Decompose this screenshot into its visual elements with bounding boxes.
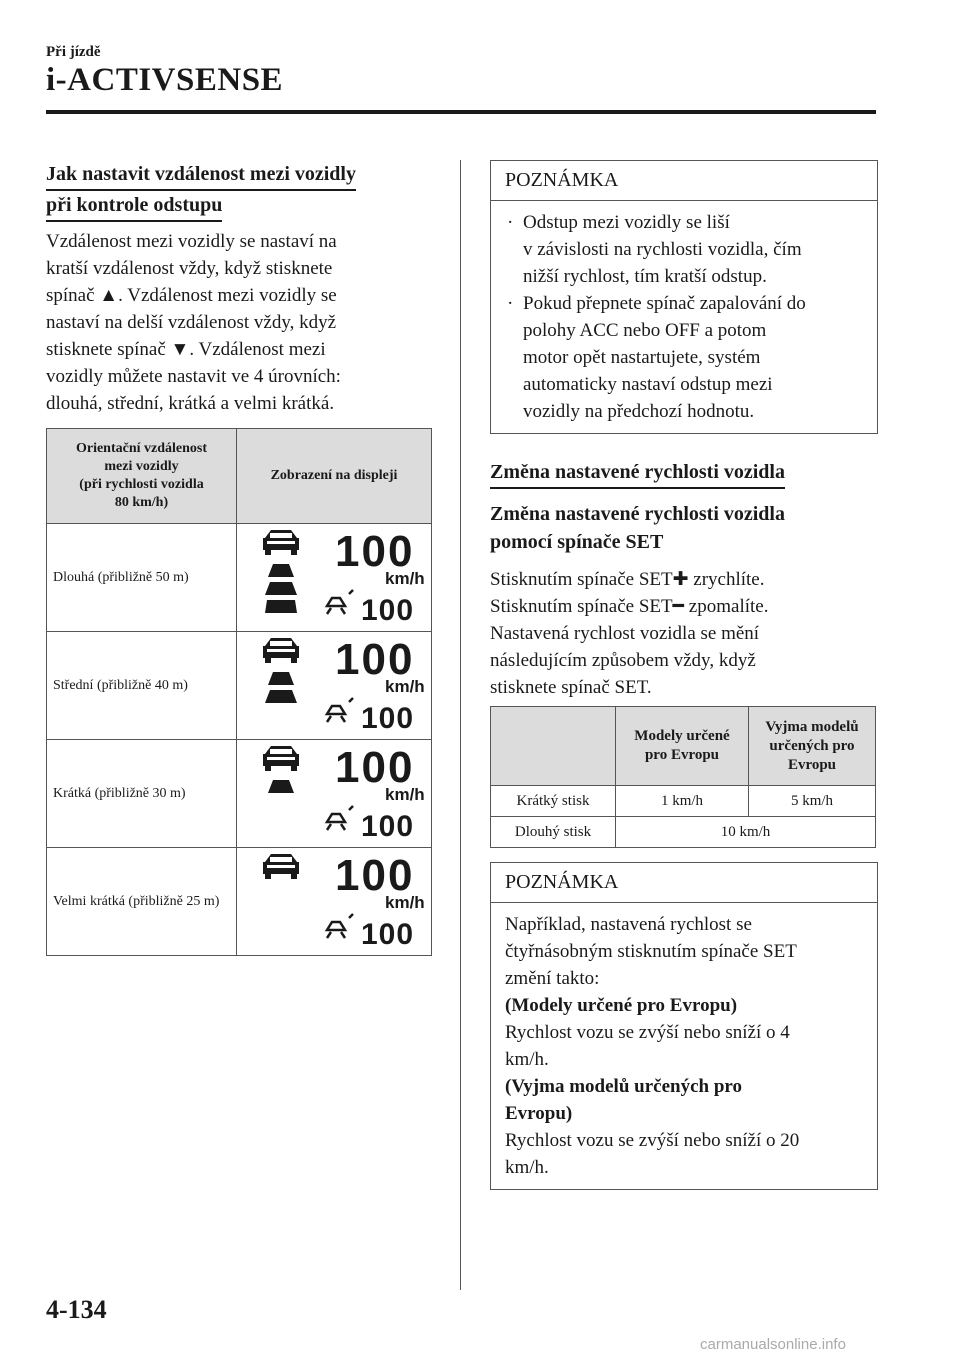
- distance-heading-line1: Jak nastavit vzdálenost mezi vozidly: [46, 160, 356, 191]
- car-wheel: [291, 550, 297, 555]
- car-window: [270, 641, 292, 646]
- page-number: 4-134: [46, 1295, 107, 1324]
- note-title: POZNÁMKA: [491, 161, 877, 201]
- section-label: Při jízdě: [46, 44, 101, 60]
- header-rule: [46, 110, 876, 114]
- lead-car-icon: [263, 638, 299, 663]
- lead-car-icon: [263, 530, 299, 555]
- cell: 5 km/h: [749, 786, 876, 817]
- table-row: [47, 848, 432, 956]
- cell: 10 km/h: [616, 817, 876, 848]
- radar-wave: [349, 590, 353, 594]
- row-label: Dlouhý stisk: [491, 817, 616, 848]
- chapter-title: i-ACTIVSENSE: [46, 62, 284, 98]
- cluster-display: [237, 740, 431, 842]
- radar-cruise-icon: [327, 806, 353, 830]
- watermark: carmanualsonline.info: [700, 1336, 846, 1353]
- radar-cruise-icon: [327, 698, 353, 722]
- column-divider: [460, 160, 461, 1290]
- bullet-icon: ·: [507, 293, 514, 314]
- car-wheel: [265, 550, 271, 555]
- note-title: POZNÁMKA: [491, 863, 877, 903]
- display-set-speed: 100: [361, 918, 415, 950]
- distance-bar: [268, 780, 294, 793]
- note-box-2: [490, 862, 878, 1190]
- car-stripe: [267, 541, 295, 544]
- distance-bar: [265, 600, 297, 613]
- radar-line: [341, 716, 345, 722]
- car-stripe: [267, 649, 295, 652]
- radar-car: [327, 598, 345, 606]
- table-row: [47, 740, 432, 848]
- display-unit: km/h: [385, 569, 425, 588]
- car-wheel: [291, 658, 297, 663]
- display-speed: 100: [335, 635, 415, 684]
- cluster-display: [237, 524, 431, 626]
- row-label: Dlouhá (přibližně 50 m): [47, 524, 237, 632]
- radar-line: [327, 716, 331, 722]
- cluster-display: [237, 848, 431, 950]
- row-label: Velmi krátká (přibližně 25 m): [47, 848, 237, 956]
- radar-line: [341, 932, 345, 938]
- body-line: dlouhá, střední, krátká a velmi krátká.: [46, 393, 335, 414]
- distance-bar: [268, 564, 294, 577]
- car-stripe: [267, 757, 295, 760]
- car-window: [270, 857, 292, 862]
- note-body: Například, nastavená rychlost se čtyřnásobným stisknutím spínače SET změní takto: (Modely určené pro Evropu) Rychlost vozu se zvýší nebo sníží o 4 km/h. (Vyjma modelů určených pro Evropu) Rychlost vozu se zvýší nebo sníží o 20 km/h.: [505, 914, 800, 1178]
- radar-line: [327, 824, 331, 830]
- radar-wave: [349, 698, 353, 702]
- non-europe-header: Vyjma modelů určených pro Evropu: [749, 707, 876, 786]
- display-column-header: Zobrazení na displeji: [237, 429, 432, 524]
- body-line: následujícím způsobem vždy, když: [490, 650, 756, 671]
- bullet-icon: ·: [507, 212, 514, 233]
- speed-table: [490, 706, 876, 848]
- note-bullet: · Pokud přepnete spínač zapalování do polohy ACC nebo OFF a potom motor opět nastartujete, systém automaticky nastaví odstup mezi vozidly na předchozí hodnotu.: [505, 290, 863, 425]
- radar-cruise-icon: [327, 914, 353, 938]
- car-window: [270, 533, 292, 538]
- display-speed: 100: [335, 527, 415, 576]
- body-line: Stisknutím spínače SET✚ zrychlíte.: [490, 569, 765, 590]
- table-header-row: [47, 429, 432, 524]
- note-box-1: [490, 160, 878, 434]
- cell: 1 km/h: [616, 786, 749, 817]
- speed-change-body: [490, 566, 880, 701]
- row-label: Krátký stisk: [491, 786, 616, 817]
- radar-line: [341, 608, 345, 614]
- body-line: Vzdálenost mezi vozidly se nastaví na: [46, 231, 337, 252]
- car-wheel: [265, 874, 271, 879]
- body-line: nastaví na delší vzdálenost vždy, když: [46, 312, 337, 333]
- car-wheel: [265, 766, 271, 771]
- europe-header: Modely určené pro Evropu: [616, 707, 749, 786]
- table-row: [47, 524, 432, 632]
- distance-heading: [46, 160, 446, 222]
- note-bullet: · Odstup mezi vozidly se liší v závislosti na rychlosti vozidla, čím nižší rychlost, tím kratší odstup.: [505, 209, 863, 290]
- cluster-display: [237, 632, 431, 734]
- car-window: [270, 749, 292, 754]
- table-row: [491, 786, 876, 817]
- distance-heading-line2: při kontrole odstupu: [46, 191, 222, 222]
- radar-car: [327, 814, 345, 822]
- display-cell: [237, 848, 432, 956]
- row-label: Krátká (přibližně 30 m): [47, 740, 237, 848]
- distance-column-header: Orientační vzdálenost mezi vozidly (při rychlosti vozidla 80 km/h): [47, 429, 237, 524]
- display-set-speed: 100: [361, 810, 415, 842]
- car-wheel: [265, 658, 271, 663]
- display-cell: [237, 632, 432, 740]
- display-cell: [237, 740, 432, 848]
- body-line: stisknete spínač SET.: [490, 677, 652, 698]
- car-wheel: [291, 766, 297, 771]
- display-cell: [237, 524, 432, 632]
- distance-bar: [268, 672, 294, 685]
- radar-wave: [349, 914, 353, 918]
- radar-line: [327, 932, 331, 938]
- radar-line: [341, 824, 345, 830]
- body-line: kratší vzdálenost vždy, když stisknete: [46, 258, 333, 279]
- table-row: [47, 632, 432, 740]
- display-unit: km/h: [385, 785, 425, 804]
- speed-change-heading: Změna nastavené rychlosti vozidla: [490, 458, 880, 489]
- display-unit: km/h: [385, 893, 425, 912]
- set-switch-subheading: Změna nastavené rychlosti vozidla pomocí spínače SET: [490, 503, 785, 553]
- table-row: [491, 817, 876, 848]
- distance-body: [46, 228, 446, 417]
- radar-line: [327, 608, 331, 614]
- table-header-row: [491, 707, 876, 786]
- distance-bar: [265, 582, 297, 595]
- body-line: stisknete spínač ▼. Vzdálenost mezi: [46, 339, 326, 360]
- note-body: [491, 201, 877, 433]
- display-speed: 100: [335, 851, 415, 900]
- body-line: Stisknutím spínače SET━ zpomalíte.: [490, 596, 769, 617]
- display-speed: 100: [335, 743, 415, 792]
- display-set-speed: 100: [361, 594, 415, 626]
- empty-header: [491, 707, 616, 786]
- radar-wave: [349, 806, 353, 810]
- display-unit: km/h: [385, 677, 425, 696]
- radar-car: [327, 922, 345, 930]
- car-stripe: [267, 865, 295, 868]
- distance-bar: [265, 690, 297, 703]
- car-wheel: [291, 874, 297, 879]
- body-line: vozidly můžete nastavit ve 4 úrovních:: [46, 366, 341, 387]
- lead-car-icon: [263, 746, 299, 771]
- row-label: Střední (přibližně 40 m): [47, 632, 237, 740]
- distance-table: [46, 428, 432, 956]
- radar-car: [327, 706, 345, 714]
- lead-car-icon: [263, 854, 299, 879]
- radar-cruise-icon: [327, 590, 353, 614]
- body-line: spínač ▲. Vzdálenost mezi vozidly se: [46, 285, 337, 306]
- display-set-speed: 100: [361, 702, 415, 734]
- body-line: Nastavená rychlost vozidla se mění: [490, 623, 760, 644]
